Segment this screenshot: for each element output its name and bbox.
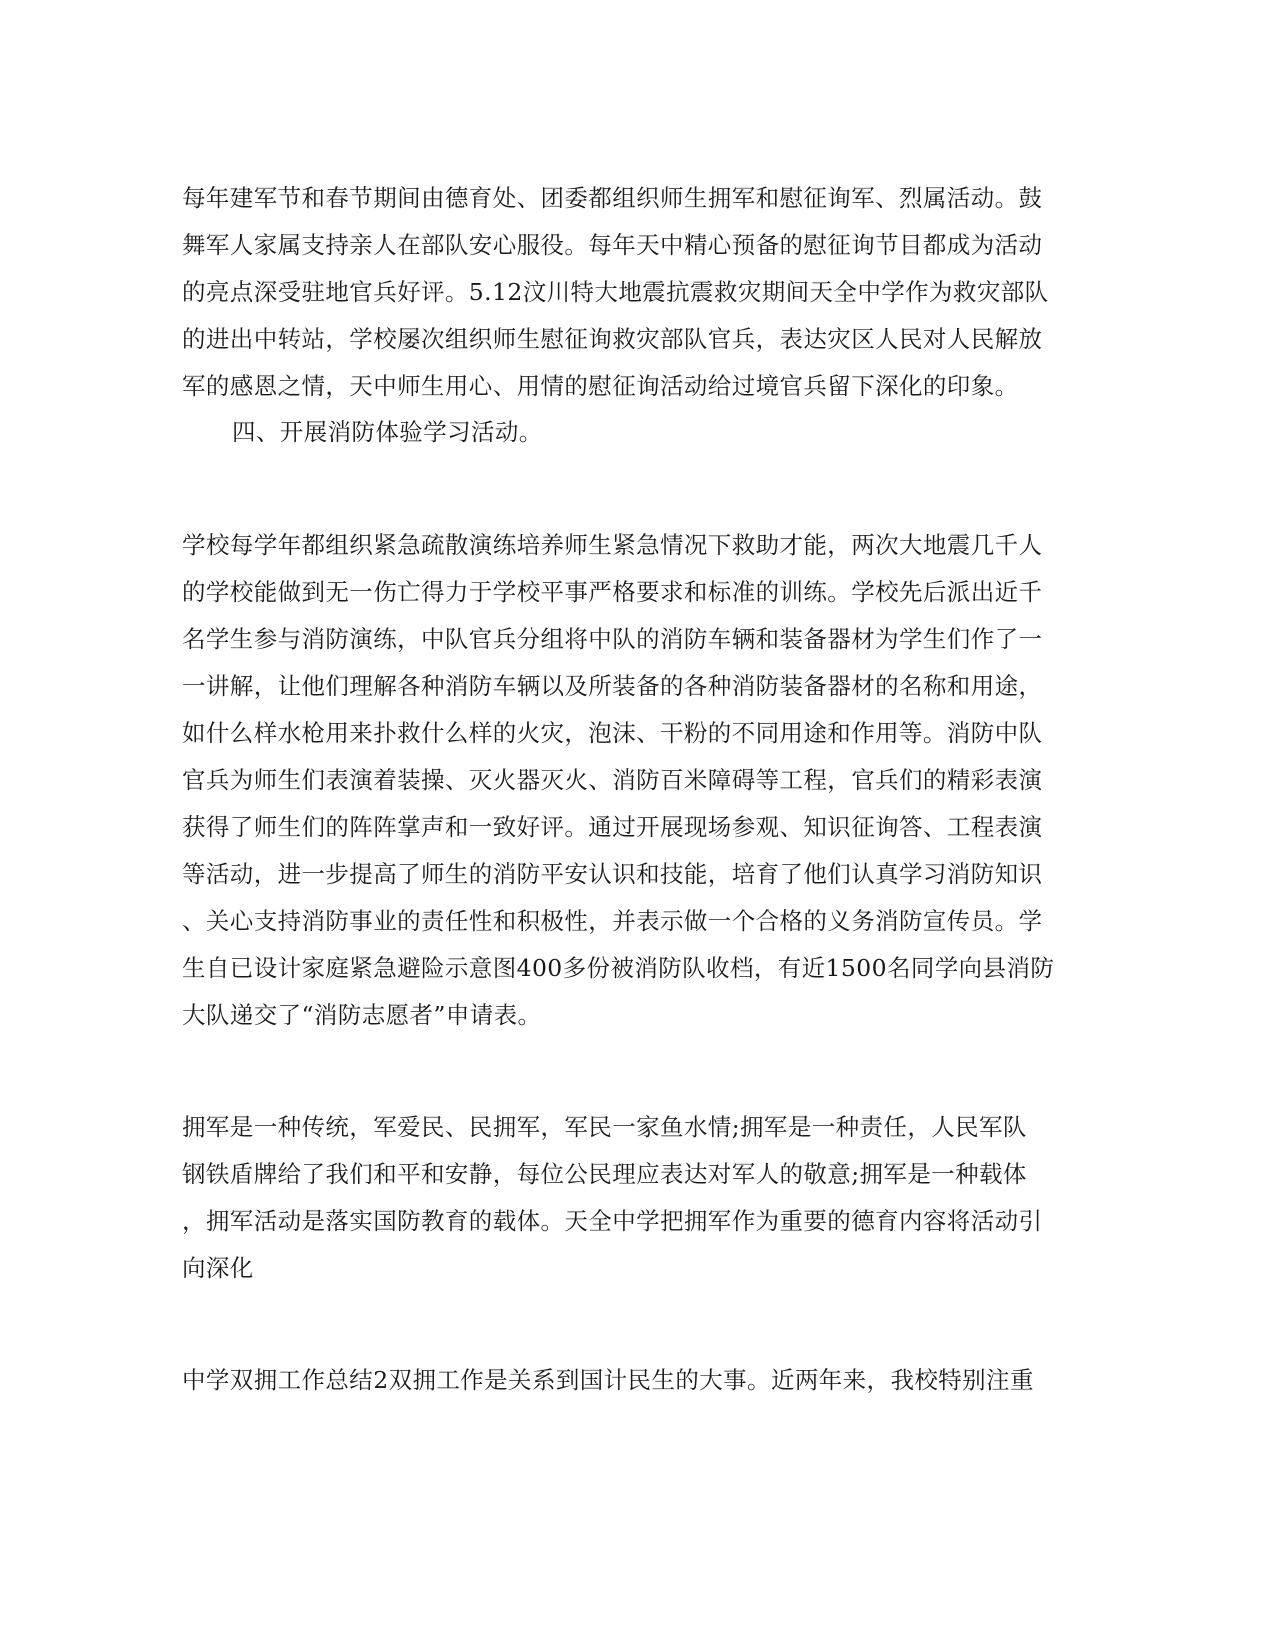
paragraph-2-line-10: 生自已设计家庭紧急避险示意图400多份被消防队收档，有近1500名同学向县消防: [182, 954, 1055, 982]
paragraph-2-line-7: 获得了师生们的阵阵掌声和一致好评。通过开展现场参观、知识征询答、工程表演: [182, 813, 1043, 841]
paragraph-3-line-1: 拥军是一种传统，军爱民、民拥军，军民一家鱼水情;拥军是一种责任，人民军队: [182, 1113, 1027, 1141]
paragraph-2-line-1: 学校每学年都组织紧急疏散演练培养师生紧急情况下救助才能，两次大地震几千人: [182, 531, 1043, 559]
paragraph-1-line-2: 舞军人家属支持亲人在部队安心服役。每年天中精心预备的慰征询节目都成为活动: [182, 231, 1043, 259]
paragraph-3-line-3: ，拥军活动是落实国防教育的载体。天全中学把拥军作为重要的德育内容将活动引: [182, 1207, 1043, 1235]
paragraph-2-line-11: 大队递交了“消防志愿者”申请表。: [182, 1001, 542, 1029]
paragraph-3-line-4: 向深化: [182, 1254, 254, 1282]
paragraph-2-line-8: 等活动，进一步提高了师生的消防平安认识和技能，培育了他们认真学习消防知识: [182, 860, 1043, 888]
paragraph-2-line-5: 如什么样水枪用来扑救什么样的火灾，泡沫、干粉的不同用途和作用等。消防中队: [182, 719, 1043, 747]
paragraph-1-line-3: 的亮点深受驻地官兵好评。5.12汶川特大地震抗震救灾期间天全中学作为救灾部队: [182, 278, 1049, 306]
paragraph-1-line-4: 的进出中转站，学校屡次组织师生慰征询救灾部队官兵，表达灾区人民对人民解放: [182, 325, 1043, 353]
paragraph-2-line-3: 名学生参与消防演练，中队官兵分组将中队的消防车辆和装备器材为学生们作了一: [182, 625, 1043, 653]
paragraph-1-line-5: 军的感恩之情，天中师生用心、用情的慰征询活动给过境官兵留下深化的印象。: [182, 372, 1019, 400]
section-heading: 四、开展消防体验学习活动。: [232, 418, 543, 446]
paragraph-2-line-4: 一讲解，让他们理解各种消防车辆以及所装备的各种消防装备器材的名称和用途，: [182, 672, 1043, 700]
paragraph-2-line-9: 、关心支持消防事业的责任性和积极性，并表示做一个合格的义务消防宣传员。学: [182, 907, 1043, 935]
paragraph-3-line-2: 钢铁盾牌给了我们和平和安静，每位公民理应表达对军人的敬意;拥军是一种载体: [182, 1160, 1027, 1188]
paragraph-2-line-2: 的学校能做到无一伤亡得力于学校平事严格要求和标准的训练。学校先后派出近千: [182, 578, 1043, 606]
paragraph-1-line-1: 每年建军节和春节期间由德育处、团委都组织师生拥军和慰征询军、烈属活动。鼓: [182, 184, 1043, 212]
paragraph-4-line-1: 中学双拥工作总结2双拥工作是关系到国计民生的大事。近两年来，我校特别注重: [182, 1366, 1034, 1394]
paragraph-2-line-6: 官兵为师生们表演着装操、灭火器灭火、消防百米障碍等工程，官兵们的精彩表演: [182, 766, 1043, 794]
